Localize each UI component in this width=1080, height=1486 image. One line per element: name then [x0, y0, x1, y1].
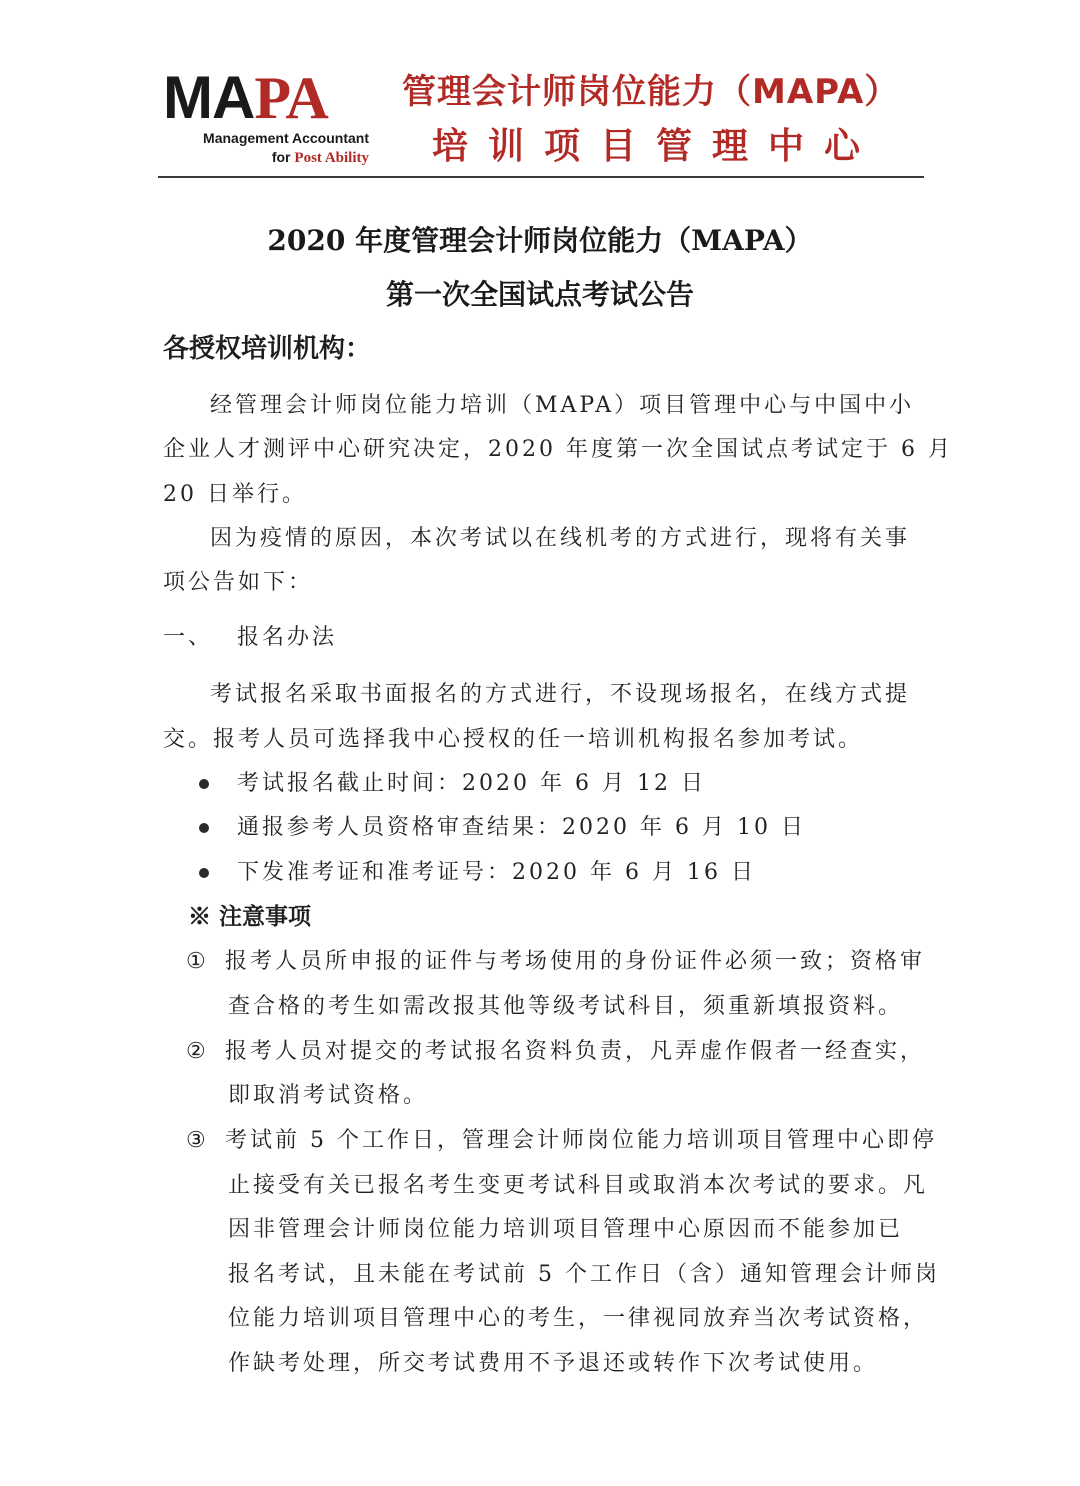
- notice-line: 止接受有关已报名考生变更考试科目或取消本次考试的要求。凡: [228, 1173, 929, 1198]
- paragraph-line: 项公告如下：: [163, 570, 314, 595]
- paragraph-line: 20 日举行。: [163, 482, 307, 507]
- paragraph-line: 企业人才测评中心研究决定，2020 年度第一次全国试点考试定于 6 月: [163, 437, 953, 462]
- notice-line: 位能力培训项目管理中心的考生，一律视同放弃当次考试资格，: [228, 1306, 929, 1331]
- logo-wordmark: MAPA: [163, 64, 328, 131]
- mapa-logo: [163, 66, 373, 176]
- section-heading: 报名办法: [237, 625, 338, 650]
- notice-line: 查合格的考生如需改报其他等级考试科目，须重新填报资料。: [228, 994, 904, 1019]
- section-number: 一、: [163, 625, 214, 650]
- bullet-icon: [199, 868, 209, 878]
- notice-line: 即取消考试资格。: [228, 1083, 429, 1108]
- notice-line: 因非管理会计师岗位能力培训项目管理中心原因而不能参加已: [228, 1217, 904, 1242]
- notice-number: ①: [186, 949, 206, 974]
- salutation: 各授权培训机构：: [163, 334, 372, 364]
- logo-subtitle-line2: for Post Ability: [271, 149, 369, 166]
- letterhead-divider: [158, 176, 924, 178]
- bullet-item: 通报参考人员资格审查结果：2020 年 6 月 10 日: [237, 815, 806, 840]
- notice-line: 报名考试，且未能在考试前 5 个工作日（含）通知管理会计师岗: [228, 1262, 940, 1287]
- notice-line: 考试前 5 个工作日，管理会计师岗位能力培训项目管理中心即停: [225, 1128, 937, 1153]
- document-title-line1: 2020 年度管理会计师岗位能力（MAPA）: [267, 224, 813, 257]
- bullet-icon: [199, 779, 209, 789]
- document-title-line2: 第一次全国试点考试公告: [385, 278, 694, 311]
- paragraph-line: 交。报考人员可选择我中心授权的任一培训机构报名参加考试。: [163, 727, 864, 752]
- logo-subtitle-line1: Management Accountant: [203, 130, 369, 146]
- organization-name-line1: 管理会计师岗位能力（MAPA）: [402, 72, 900, 112]
- paragraph-line: 因为疫情的原因，本次考试以在线机考的方式进行，现将有关事: [210, 526, 911, 551]
- notice-number: ③: [186, 1128, 206, 1153]
- notice-line: 作缺考处理，所交考试费用不予退还或转作下次考试使用。: [228, 1351, 879, 1376]
- notice-line: 报考人员对提交的考试报名资料负责，凡弄虚作假者一经查实，: [225, 1039, 926, 1064]
- paragraph-line: 经管理会计师岗位能力培训（MAPA）项目管理中心与中国中小: [210, 393, 915, 418]
- notice-line: 报考人员所申报的证件与考场使用的身份证件必须一致；资格审: [225, 949, 926, 974]
- notice-heading: ※ 注意事项: [188, 903, 312, 930]
- notice-number: ②: [186, 1039, 206, 1064]
- bullet-icon: [199, 823, 209, 833]
- bullet-item: 下发准考证和准考证号：2020 年 6 月 16 日: [237, 860, 756, 885]
- organization-name-line2: 培训项目管理中心: [432, 126, 881, 167]
- paragraph-line: 考试报名采取书面报名的方式进行，不设现场报名，在线方式提: [210, 682, 911, 707]
- bullet-item: 考试报名截止时间：2020 年 6 月 12 日: [237, 771, 706, 796]
